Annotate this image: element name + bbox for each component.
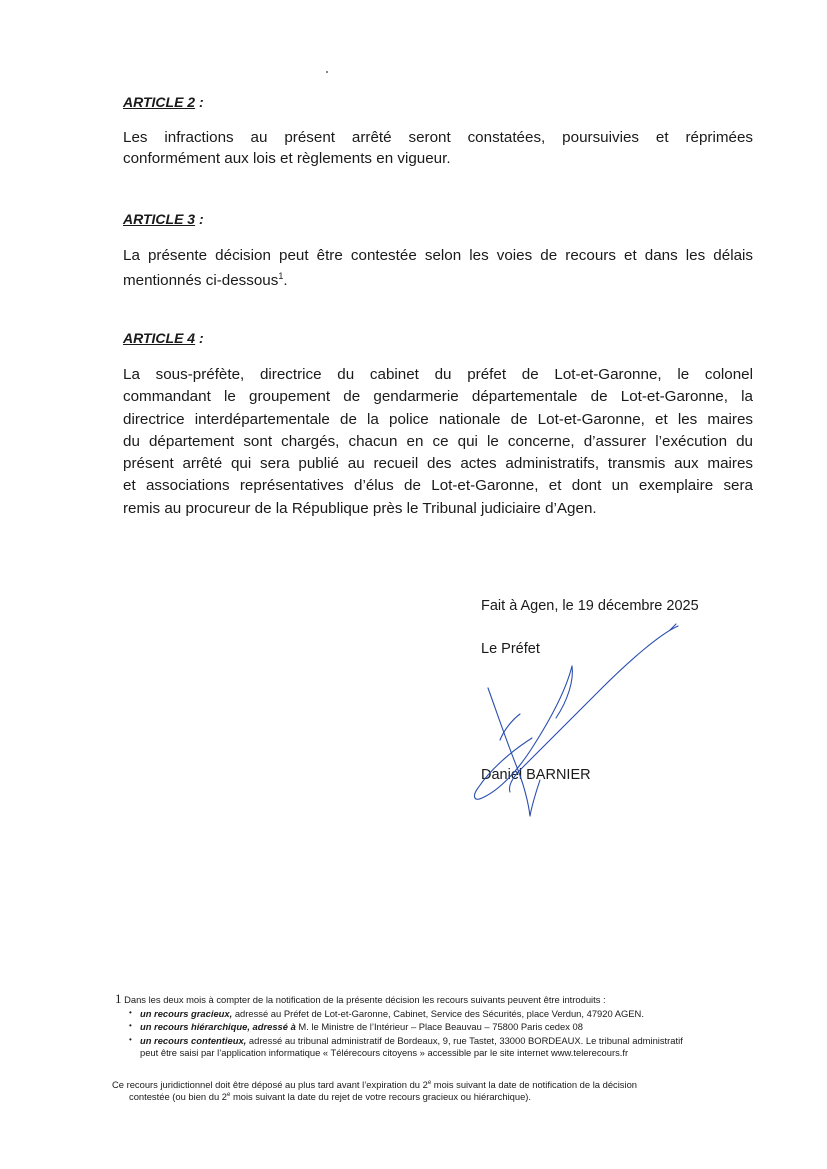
article-4-line: directrice interdépartementale de la police nationale de Lot-et-Garonne, et les maires bbox=[123, 410, 753, 428]
article-2-colon: : bbox=[195, 94, 204, 110]
article-2-body bbox=[123, 127, 753, 169]
footnote-item-hierarchique bbox=[140, 1021, 583, 1033]
scan-speck bbox=[326, 71, 328, 73]
article-3-line: La présente décision peut être contestée selon les voies de recours et dans les délais bbox=[123, 247, 753, 264]
bullet-icon: • bbox=[129, 1021, 132, 1030]
footnote-item-gracieux bbox=[140, 1008, 644, 1020]
article-2-line: conformément aux lois et règlements en vigueur. bbox=[123, 150, 451, 167]
bullet-icon: • bbox=[129, 1035, 132, 1044]
article-3-colon: : bbox=[195, 211, 204, 227]
closing-text: contestée (ou bien du 2 bbox=[129, 1091, 227, 1103]
article-4-line: commandant le groupement de gendarmerie départementale de Lot-et-Garonne, la bbox=[123, 388, 753, 406]
article-4-heading bbox=[123, 330, 204, 348]
article-2-title: ARTICLE 2 bbox=[123, 94, 196, 110]
footnote-item-label: un recours gracieux, bbox=[140, 1008, 233, 1019]
article-3-line-text: mentionnés ci-dessous bbox=[123, 272, 279, 290]
footnote-reference: 1 bbox=[278, 271, 284, 281]
article-2-heading bbox=[123, 94, 204, 112]
ordinal-suffix: e bbox=[227, 1092, 231, 1098]
footnote-item-contentieux-continued: peut être saisi par l’application informatique « Télérecours citoyens » accessible par le site internet www.telerecours.fr bbox=[140, 1047, 629, 1058]
article-3-heading bbox=[123, 211, 204, 229]
article-4-colon: : bbox=[195, 330, 204, 346]
ordinal-suffix: e bbox=[427, 1080, 432, 1086]
article-4-body bbox=[123, 364, 753, 520]
article-4-line: du département sont chargés, chacun en ce qui le concerne, d’assurer l’exécution du bbox=[123, 432, 753, 450]
article-4-line: La sous-préfète, directrice du cabinet du préfet de Lot-et-Garonne, le colonel bbox=[123, 366, 753, 383]
footnote-intro bbox=[115, 993, 606, 1006]
article-3-line bbox=[123, 266, 753, 291]
article-4-title: ARTICLE 4 bbox=[123, 330, 196, 346]
place-date: Fait à Agen, le 19 décembre 2025 bbox=[481, 598, 699, 614]
footnote-item-label: un recours hiérarchique, adressé à bbox=[140, 1021, 296, 1032]
footnote-item-text: M. le Ministre de l’Intérieur – Place Beauvau – 75800 Paris cedex 08 bbox=[295, 1021, 583, 1032]
footnote-closing-line-1 bbox=[112, 1078, 637, 1091]
signatory-role: Le Préfet bbox=[481, 641, 540, 657]
signatory-name: Daniel BARNIER bbox=[481, 767, 591, 783]
footnote-closing-line-2 bbox=[129, 1090, 531, 1103]
article-4-line: présent arrêté qui sera publié au recueil des actes administratifs, transmis aux maires bbox=[123, 455, 753, 473]
closing-text: Ce recours juridictionnel doit être déposé au plus tard avant l’expiration du 2 bbox=[112, 1079, 428, 1091]
footnote-item-contentieux bbox=[140, 1035, 683, 1047]
article-2-line: Les infractions au présent arrêté seront constatées, poursuivies et réprimées bbox=[123, 129, 753, 146]
article-3-period: . bbox=[283, 272, 288, 290]
footnote-item-text: adressé au Préfet de Lot-et-Garonne, Cabinet, Service des Sécurités, place Verdun, 47920 AGEN. bbox=[232, 1008, 644, 1019]
article-3-body bbox=[123, 245, 753, 291]
footnote-item-text: adressé au tribunal administratif de Bordeaux, 9, rue Tastet, 33000 BORDEAUX. Le tribunal administratif bbox=[246, 1035, 683, 1046]
footnote-number: 1 bbox=[115, 991, 122, 1006]
signature-strokes bbox=[475, 624, 678, 816]
article-4-line: remis au procureur de la République près le Tribunal judiciaire d’Agen. bbox=[123, 499, 597, 517]
bullet-icon: • bbox=[129, 1008, 132, 1017]
article-4-line: et associations représentatives d’élus de Lot-et-Garonne, et dont un exemplaire sera bbox=[123, 477, 753, 495]
footnote bbox=[112, 991, 755, 1113]
article-3-title: ARTICLE 3 bbox=[123, 211, 196, 227]
footnote-intro-text: Dans les deux mois à compter de la notification de la présente décision les recours suivants peuvent être introduits : bbox=[124, 994, 606, 1005]
handwritten-signature bbox=[460, 620, 700, 830]
closing-text: mois suivant la date de notification de la décision bbox=[431, 1079, 638, 1091]
closing-text: mois suivant la date du rejet de votre recours gracieux ou hiérarchique). bbox=[230, 1091, 532, 1103]
footnote-item-label: un recours contentieux, bbox=[140, 1035, 247, 1046]
